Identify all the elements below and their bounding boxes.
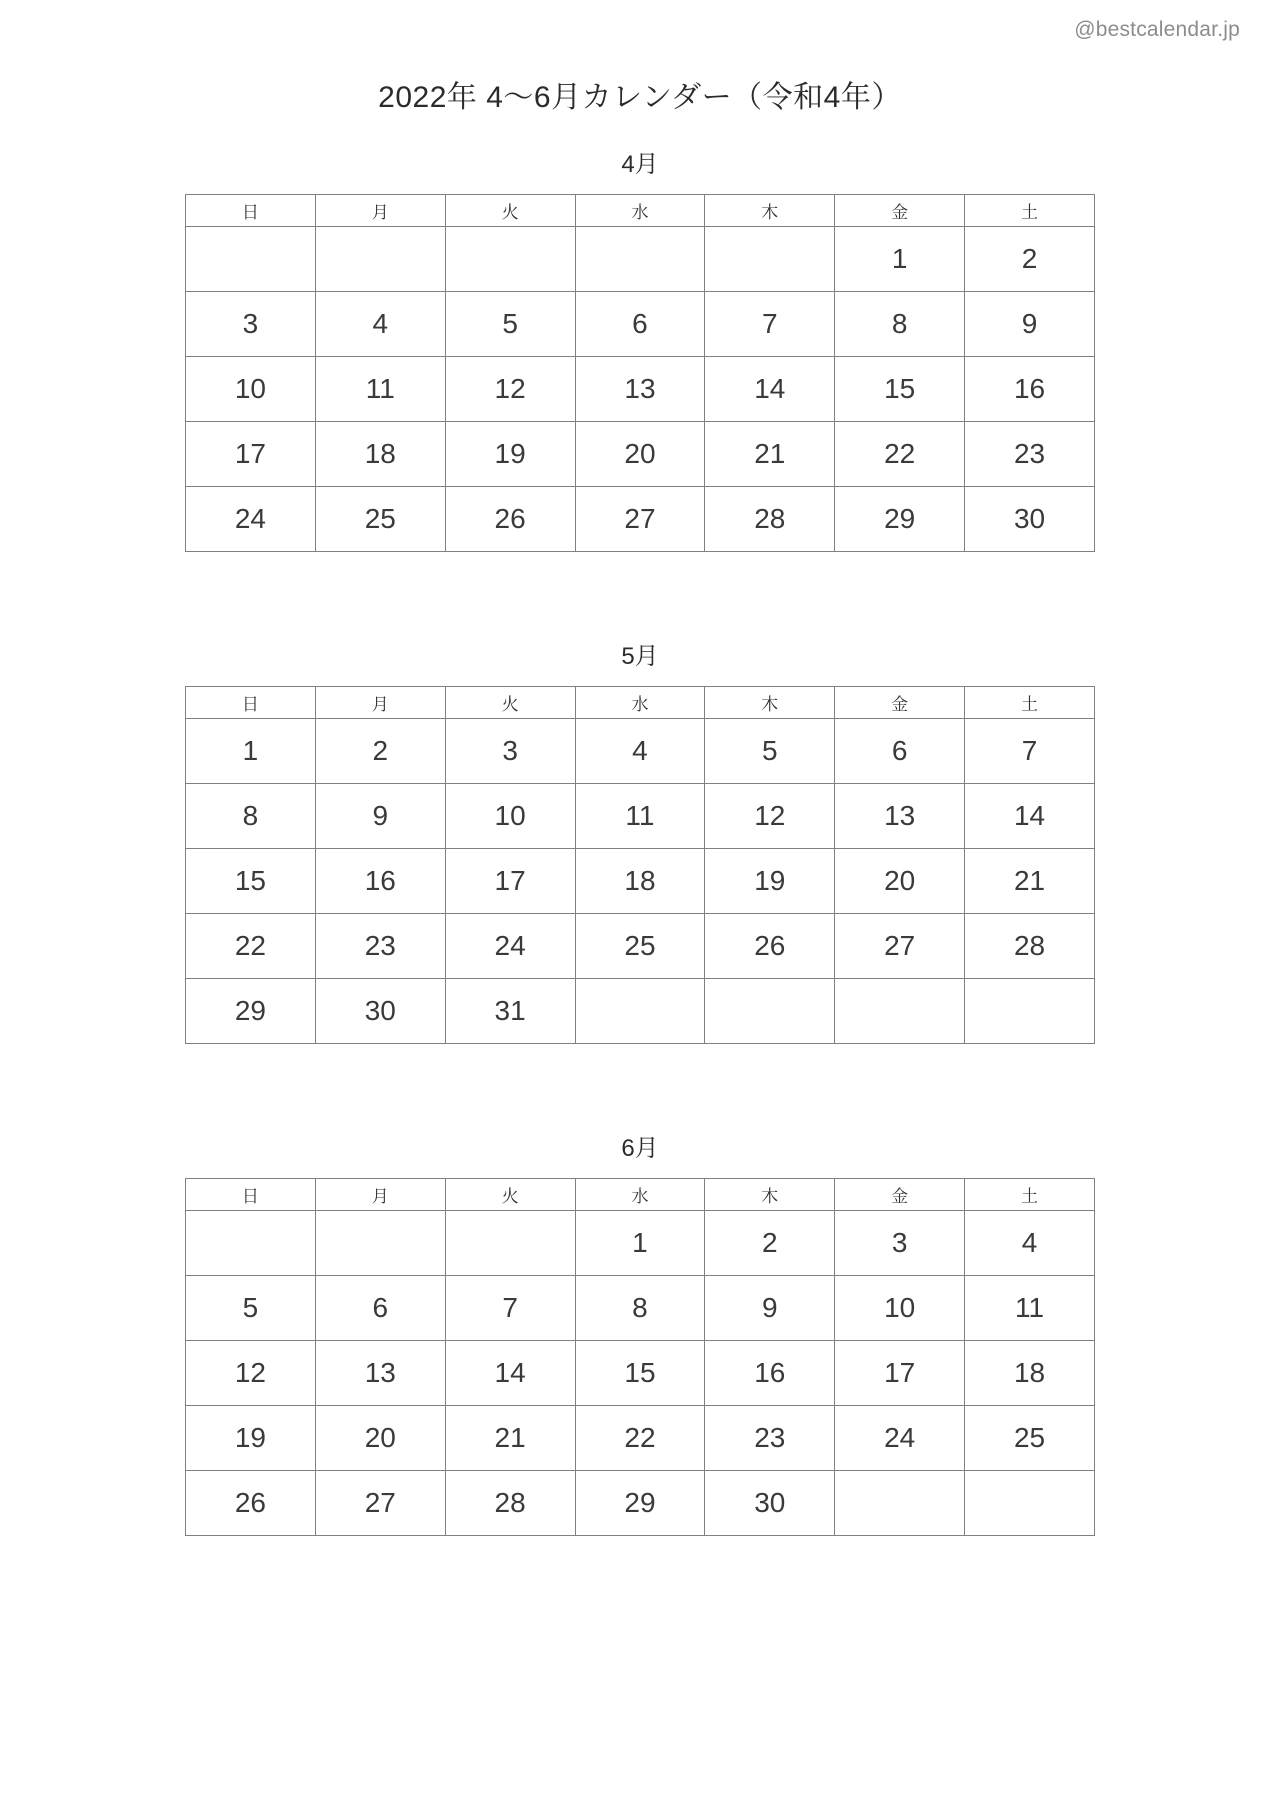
calendar-table-may [185,686,1095,1044]
day-cell-empty [835,979,965,1044]
day-cell[interactable]: 29 [186,979,316,1044]
day-cell[interactable]: 3 [445,719,575,784]
day-cell[interactable]: 23 [965,422,1095,487]
day-cell[interactable]: 25 [575,914,705,979]
weekday-header-fri: 金 [835,195,965,227]
weekday-header-sun: 日 [186,1179,316,1211]
weekday-header-tue: 火 [445,195,575,227]
month-label-april: 4月 [621,151,659,178]
day-cell[interactable]: 12 [705,784,835,849]
day-cell-empty [315,1211,445,1276]
day-cell-empty [575,227,705,292]
day-cell[interactable]: 13 [575,357,705,422]
calendar-week-row [186,1211,1095,1276]
day-cell[interactable]: 4 [315,292,445,357]
weekday-header-wed: 水 [575,1179,705,1211]
weekday-header-fri: 金 [835,687,965,719]
day-cell-empty [445,1211,575,1276]
day-cell[interactable]: 1 [575,1211,705,1276]
day-cell[interactable]: 10 [445,784,575,849]
weekday-header-thu: 木 [705,687,835,719]
day-cell-empty [965,979,1095,1044]
day-cell-empty [445,227,575,292]
day-cell[interactable]: 13 [835,784,965,849]
day-cell[interactable]: 16 [315,849,445,914]
day-cell[interactable]: 10 [186,357,316,422]
calendar-week-row [186,1406,1095,1471]
weekday-header-mon: 月 [315,195,445,227]
day-cell[interactable]: 17 [186,422,316,487]
weekday-header-sat: 土 [965,195,1095,227]
day-cell[interactable]: 10 [835,1276,965,1341]
day-cell[interactable]: 9 [705,1276,835,1341]
calendar-week-row [186,227,1095,292]
day-cell[interactable]: 28 [705,487,835,552]
calendar-body-may [186,719,1095,1044]
day-cell[interactable]: 3 [186,292,316,357]
weekday-header-fri: 金 [835,1179,965,1211]
day-cell[interactable]: 12 [445,357,575,422]
month-label-june: 6月 [621,1135,659,1162]
day-cell[interactable]: 31 [445,979,575,1044]
day-cell[interactable]: 17 [445,849,575,914]
weekday-header-mon: 月 [315,1179,445,1211]
day-cell[interactable]: 7 [705,292,835,357]
day-cell[interactable]: 7 [445,1276,575,1341]
day-cell[interactable]: 6 [835,719,965,784]
calendar-week-row [186,292,1095,357]
day-cell[interactable]: 16 [705,1341,835,1406]
day-cell[interactable]: 9 [965,292,1095,357]
day-cell[interactable]: 11 [965,1276,1095,1341]
day-cell[interactable]: 19 [186,1406,316,1471]
day-cell[interactable]: 13 [315,1341,445,1406]
month-block-april [185,144,1095,552]
day-cell[interactable]: 4 [965,1211,1095,1276]
day-cell[interactable]: 27 [575,487,705,552]
calendar-week-row [186,422,1095,487]
day-cell[interactable]: 9 [315,784,445,849]
day-cell[interactable]: 18 [965,1341,1095,1406]
weekday-header-row [186,687,1095,719]
day-cell[interactable]: 14 [965,784,1095,849]
day-cell[interactable]: 11 [315,357,445,422]
day-cell[interactable]: 22 [575,1406,705,1471]
day-cell[interactable]: 21 [965,849,1095,914]
day-cell[interactable]: 30 [705,1471,835,1536]
day-cell-empty [186,1211,316,1276]
day-cell[interactable]: 19 [445,422,575,487]
day-cell[interactable]: 27 [835,914,965,979]
day-cell[interactable]: 21 [705,422,835,487]
day-cell[interactable]: 18 [575,849,705,914]
weekday-header-tue: 火 [445,1179,575,1211]
day-cell[interactable]: 29 [575,1471,705,1536]
day-cell[interactable]: 30 [315,979,445,1044]
day-cell[interactable]: 22 [186,914,316,979]
day-cell[interactable]: 25 [965,1406,1095,1471]
day-cell[interactable]: 2 [705,1211,835,1276]
watermark: @bestcalendar.jp [1074,18,1240,41]
day-cell[interactable]: 20 [835,849,965,914]
day-cell[interactable]: 8 [835,292,965,357]
day-cell[interactable]: 8 [186,784,316,849]
weekday-header-row [186,195,1095,227]
day-cell[interactable]: 15 [575,1341,705,1406]
calendar-week-row [186,784,1095,849]
day-cell[interactable]: 28 [965,914,1095,979]
day-cell[interactable]: 25 [315,487,445,552]
month-label-may: 5月 [621,643,659,670]
calendar-body-april [186,227,1095,552]
day-cell-empty [705,227,835,292]
calendar-week-row [186,357,1095,422]
calendar-body-june [186,1211,1095,1536]
calendar-week-row [186,1471,1095,1536]
day-cell[interactable]: 15 [186,849,316,914]
calendar-week-row [186,914,1095,979]
day-cell[interactable]: 14 [705,357,835,422]
day-cell[interactable]: 26 [705,914,835,979]
day-cell[interactable]: 19 [705,849,835,914]
calendar-week-row [186,719,1095,784]
weekday-header-sat: 土 [965,687,1095,719]
day-cell[interactable]: 27 [315,1471,445,1536]
calendar-table-april [185,194,1095,552]
day-cell-empty [315,227,445,292]
day-cell[interactable]: 5 [186,1276,316,1341]
day-cell[interactable]: 22 [835,422,965,487]
weekday-header-wed: 水 [575,687,705,719]
calendar-week-row [186,1341,1095,1406]
calendar-week-row [186,849,1095,914]
day-cell[interactable]: 5 [445,292,575,357]
weekday-header-thu: 木 [705,195,835,227]
weekday-header-mon: 月 [315,687,445,719]
day-cell[interactable]: 26 [186,1471,316,1536]
weekday-header-tue: 火 [445,687,575,719]
day-cell[interactable]: 20 [315,1406,445,1471]
weekday-header-thu: 木 [705,1179,835,1211]
day-cell[interactable]: 8 [575,1276,705,1341]
day-cell[interactable]: 23 [315,914,445,979]
day-cell-empty [575,979,705,1044]
calendar-table-june [185,1178,1095,1536]
day-cell[interactable]: 11 [575,784,705,849]
day-cell[interactable]: 1 [186,719,316,784]
day-cell[interactable]: 2 [965,227,1095,292]
calendar-week-row [186,487,1095,552]
day-cell[interactable]: 30 [965,487,1095,552]
day-cell-empty [705,979,835,1044]
day-cell[interactable]: 18 [315,422,445,487]
day-cell[interactable]: 5 [705,719,835,784]
day-cell[interactable]: 15 [835,357,965,422]
day-cell[interactable]: 28 [445,1471,575,1536]
weekday-header-sun: 日 [186,687,316,719]
day-cell[interactable]: 14 [445,1341,575,1406]
weekday-header-wed: 水 [575,195,705,227]
day-cell[interactable]: 7 [965,719,1095,784]
weekday-header-sun: 日 [186,195,316,227]
day-cell[interactable]: 17 [835,1341,965,1406]
day-cell[interactable]: 29 [835,487,965,552]
page-title: 2022年 4〜6月カレンダー（令和4年） [378,81,902,114]
month-block-june [185,1128,1095,1536]
day-cell[interactable]: 3 [835,1211,965,1276]
calendar-week-row [186,1276,1095,1341]
weekday-header-sat: 土 [965,1179,1095,1211]
day-cell[interactable]: 2 [315,719,445,784]
day-cell[interactable]: 20 [575,422,705,487]
day-cell[interactable]: 26 [445,487,575,552]
day-cell[interactable]: 24 [186,487,316,552]
day-cell[interactable]: 4 [575,719,705,784]
day-cell[interactable]: 16 [965,357,1095,422]
day-cell[interactable]: 6 [315,1276,445,1341]
weekday-header-row [186,1179,1095,1211]
day-cell[interactable]: 1 [835,227,965,292]
month-block-may [185,636,1095,1044]
day-cell[interactable]: 6 [575,292,705,357]
day-cell-empty [186,227,316,292]
day-cell[interactable]: 23 [705,1406,835,1471]
day-cell[interactable]: 21 [445,1406,575,1471]
day-cell[interactable]: 12 [186,1341,316,1406]
day-cell[interactable]: 24 [835,1406,965,1471]
day-cell[interactable]: 24 [445,914,575,979]
day-cell-empty [965,1471,1095,1536]
calendar-week-row [186,979,1095,1044]
day-cell-empty [835,1471,965,1536]
